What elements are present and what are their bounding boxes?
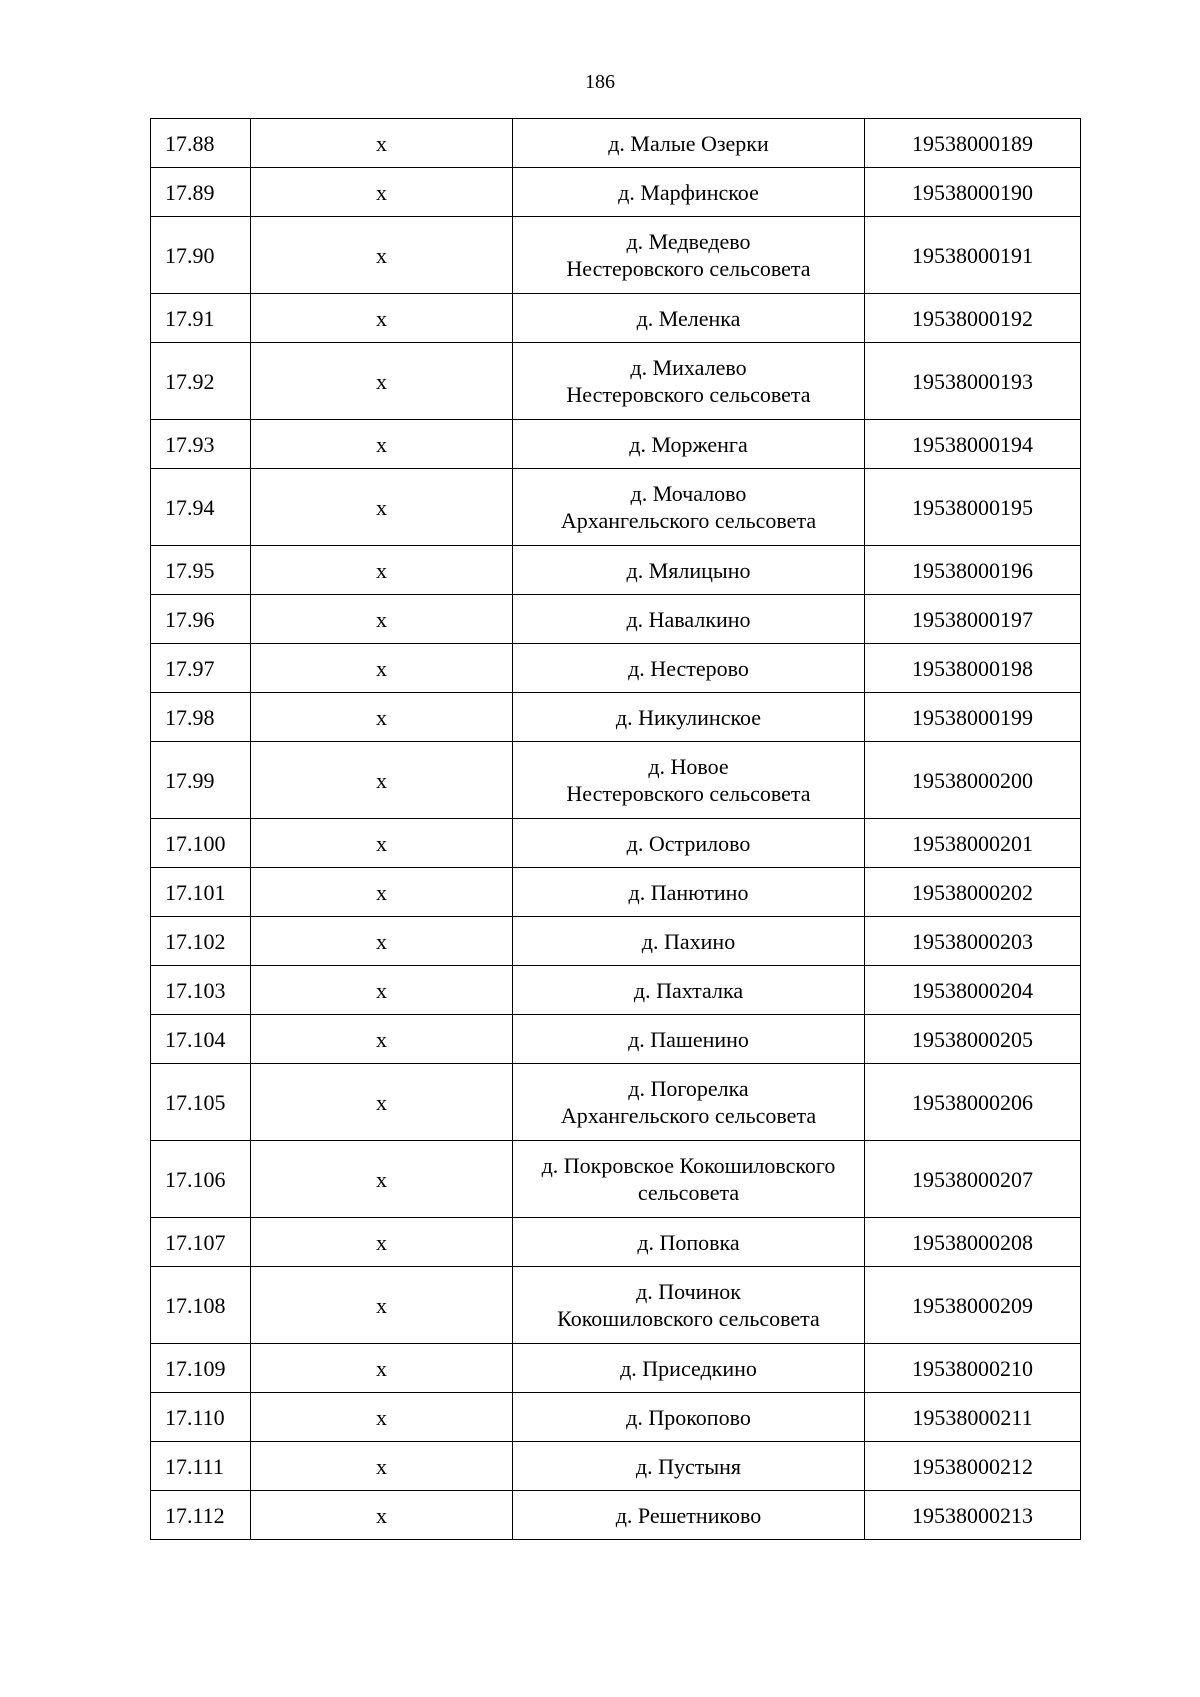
row-number-cell: 17.112	[151, 1491, 251, 1540]
settlement-name-cell	[513, 595, 865, 644]
settlement-name-cell	[513, 1491, 865, 1540]
mark-cell: х	[251, 1141, 513, 1218]
row-number-cell: 17.104	[151, 1015, 251, 1064]
oktmo-code-cell: 19538000204	[865, 966, 1081, 1015]
settlement-name-line: д. Поповка	[637, 1229, 740, 1255]
settlement-name-cell	[513, 294, 865, 343]
mark-cell: х	[251, 917, 513, 966]
settlement-name-line: д. Михалево	[630, 355, 747, 380]
row-number-cell: 17.111	[151, 1442, 251, 1491]
settlement-name-cell	[513, 1267, 865, 1344]
mark-cell: х	[251, 742, 513, 819]
table-row	[151, 546, 1081, 595]
row-number-cell: 17.90	[151, 217, 251, 294]
settlement-name-line: д. Решетниково	[615, 1502, 762, 1528]
settlement-name-cell	[513, 343, 865, 420]
oktmo-code-cell: 19538000200	[865, 742, 1081, 819]
table-row	[151, 119, 1081, 168]
mark-cell: х	[251, 693, 513, 742]
settlement-name-line: д. Пахино	[641, 928, 736, 954]
settlement-name-cell	[513, 1393, 865, 1442]
mark-cell: х	[251, 644, 513, 693]
settlement-name-cell	[513, 1064, 865, 1141]
table-row	[151, 469, 1081, 546]
table-row	[151, 1442, 1081, 1491]
table-row	[151, 1491, 1081, 1540]
table-row	[151, 1064, 1081, 1141]
table-row	[151, 1015, 1081, 1064]
oktmo-code-cell: 19538000197	[865, 595, 1081, 644]
oktmo-code-cell: 19538000196	[865, 546, 1081, 595]
row-number-cell: 17.89	[151, 168, 251, 217]
settlement-name-line: Нестеровского сельсовета	[566, 781, 811, 806]
row-number-cell: 17.98	[151, 693, 251, 742]
oktmo-code-cell: 19538000210	[865, 1344, 1081, 1393]
settlement-name-cell	[513, 966, 865, 1015]
row-number-cell: 17.92	[151, 343, 251, 420]
settlement-name-line: д. Морженга	[629, 431, 748, 457]
row-number-cell: 17.93	[151, 420, 251, 469]
oktmo-code-cell: 19538000194	[865, 420, 1081, 469]
row-number-cell: 17.101	[151, 868, 251, 917]
settlement-name-line: д. Мялицыно	[626, 557, 751, 583]
row-number-cell: 17.99	[151, 742, 251, 819]
row-number-cell: 17.96	[151, 595, 251, 644]
mark-cell: х	[251, 1218, 513, 1267]
oktmo-code-cell: 19538000207	[865, 1141, 1081, 1218]
settlement-name-line: д. Малые Озерки	[608, 130, 769, 156]
settlement-name-line: Кокошиловского сельсовета	[557, 1306, 820, 1331]
settlement-name-line: д. Новое	[648, 754, 729, 779]
mark-cell: х	[251, 819, 513, 868]
table-row	[151, 294, 1081, 343]
table-row	[151, 868, 1081, 917]
mark-cell: х	[251, 1064, 513, 1141]
row-number-cell: 17.110	[151, 1393, 251, 1442]
table-row	[151, 168, 1081, 217]
oktmo-code-cell: 19538000199	[865, 693, 1081, 742]
oktmo-code-cell: 19538000212	[865, 1442, 1081, 1491]
mark-cell: х	[251, 469, 513, 546]
oktmo-code-cell: 19538000201	[865, 819, 1081, 868]
row-number-cell: 17.108	[151, 1267, 251, 1344]
oktmo-code-cell: 19538000195	[865, 469, 1081, 546]
settlement-name-line: д. Острилово	[626, 830, 751, 856]
table-row	[151, 644, 1081, 693]
settlement-name-cell	[513, 644, 865, 693]
settlement-name-cell	[513, 693, 865, 742]
settlement-name-line: д. Покровское Кокошиловского	[541, 1153, 836, 1178]
settlement-name-cell	[513, 420, 865, 469]
settlement-name-line: д. Марфинское	[618, 179, 759, 205]
settlement-name-line: д. Пустыня	[635, 1453, 742, 1479]
table-body	[151, 119, 1081, 1540]
table-row	[151, 1141, 1081, 1218]
settlement-name-line: д. Пашенино	[628, 1026, 749, 1052]
row-number-cell: 17.94	[151, 469, 251, 546]
oktmo-code-cell: 19538000203	[865, 917, 1081, 966]
row-number-cell: 17.105	[151, 1064, 251, 1141]
settlement-name-cell	[513, 168, 865, 217]
oktmo-code-cell: 19538000192	[865, 294, 1081, 343]
row-number-cell: 17.107	[151, 1218, 251, 1267]
settlement-name-line: д. Нестерово	[628, 655, 749, 681]
oktmo-code-cell: 19538000202	[865, 868, 1081, 917]
settlement-name-line: Нестеровского сельсовета	[566, 256, 811, 281]
settlement-name-line: д. Погорелка	[628, 1076, 749, 1101]
table-row	[151, 1218, 1081, 1267]
mark-cell: х	[251, 1344, 513, 1393]
table-row	[151, 917, 1081, 966]
mark-cell: х	[251, 1491, 513, 1540]
oktmo-code-cell: 19538000211	[865, 1393, 1081, 1442]
mark-cell: х	[251, 1267, 513, 1344]
mark-cell: х	[251, 868, 513, 917]
table-row	[151, 595, 1081, 644]
mark-cell: х	[251, 420, 513, 469]
table-row	[151, 217, 1081, 294]
settlement-name-cell	[513, 1442, 865, 1491]
mark-cell: х	[251, 1442, 513, 1491]
row-number-cell: 17.95	[151, 546, 251, 595]
mark-cell: х	[251, 595, 513, 644]
oktmo-code-cell: 19538000198	[865, 644, 1081, 693]
oktmo-code-cell: 19538000209	[865, 1267, 1081, 1344]
settlement-name-cell	[513, 819, 865, 868]
settlement-name-line: сельсовета	[637, 1180, 740, 1205]
oktmo-code-cell: 19538000189	[865, 119, 1081, 168]
settlement-name-line: Архангельского сельсовета	[560, 1103, 817, 1128]
mark-cell: х	[251, 294, 513, 343]
table-row	[151, 819, 1081, 868]
mark-cell: х	[251, 119, 513, 168]
row-number-cell: 17.91	[151, 294, 251, 343]
table-row	[151, 693, 1081, 742]
settlement-name-line: д. Меленка	[636, 305, 741, 331]
mark-cell: х	[251, 546, 513, 595]
oktmo-code-cell: 19538000193	[865, 343, 1081, 420]
table-row	[151, 343, 1081, 420]
settlement-name-cell	[513, 1141, 865, 1218]
row-number-cell: 17.106	[151, 1141, 251, 1218]
row-number-cell: 17.97	[151, 644, 251, 693]
row-number-cell: 17.109	[151, 1344, 251, 1393]
oktmo-code-cell: 19538000205	[865, 1015, 1081, 1064]
table-row	[151, 1393, 1081, 1442]
settlement-name-line: д. Панютино	[628, 879, 749, 905]
mark-cell: х	[251, 1015, 513, 1064]
settlement-name-line: Архангельского сельсовета	[560, 508, 817, 533]
settlement-name-cell	[513, 546, 865, 595]
row-number-cell: 17.88	[151, 119, 251, 168]
table-row	[151, 742, 1081, 819]
table-row	[151, 420, 1081, 469]
settlement-name-cell	[513, 119, 865, 168]
mark-cell: х	[251, 168, 513, 217]
settlement-name-line: д. Медведево	[626, 229, 751, 254]
oktmo-code-cell: 19538000213	[865, 1491, 1081, 1540]
oktmo-code-cell: 19538000208	[865, 1218, 1081, 1267]
settlement-name-cell	[513, 1344, 865, 1393]
oktmo-code-cell: 19538000190	[865, 168, 1081, 217]
mark-cell: х	[251, 1393, 513, 1442]
settlement-name-cell	[513, 1015, 865, 1064]
oktmo-code-cell: 19538000191	[865, 217, 1081, 294]
page-number: 186	[585, 71, 615, 93]
settlement-name-line: д. Прокопово	[626, 1404, 751, 1430]
table-row	[151, 1267, 1081, 1344]
table-row	[151, 1344, 1081, 1393]
settlement-name-cell	[513, 868, 865, 917]
settlement-name-line: д. Починок	[636, 1279, 741, 1304]
settlement-name-cell	[513, 917, 865, 966]
settlement-name-line: д. Никулинское	[615, 704, 762, 730]
mark-cell: х	[251, 343, 513, 420]
settlement-name-cell	[513, 469, 865, 546]
settlement-name-cell	[513, 217, 865, 294]
table-row	[151, 966, 1081, 1015]
row-number-cell: 17.100	[151, 819, 251, 868]
mark-cell: х	[251, 217, 513, 294]
oktmo-code-cell: 19538000206	[865, 1064, 1081, 1141]
settlement-name-line: д. Мочалово	[630, 481, 747, 506]
settlement-name-line: д. Навалкино	[626, 606, 751, 632]
settlement-name-cell	[513, 742, 865, 819]
row-number-cell: 17.102	[151, 917, 251, 966]
mark-cell: х	[251, 966, 513, 1015]
row-number-cell: 17.103	[151, 966, 251, 1015]
settlement-name-cell	[513, 1218, 865, 1267]
settlement-name-line: д. Приседкино	[620, 1355, 757, 1381]
settlements-table	[150, 118, 1081, 1540]
settlement-name-line: д. Пахталка	[633, 977, 744, 1003]
settlement-name-line: Нестеровского сельсовета	[566, 382, 811, 407]
